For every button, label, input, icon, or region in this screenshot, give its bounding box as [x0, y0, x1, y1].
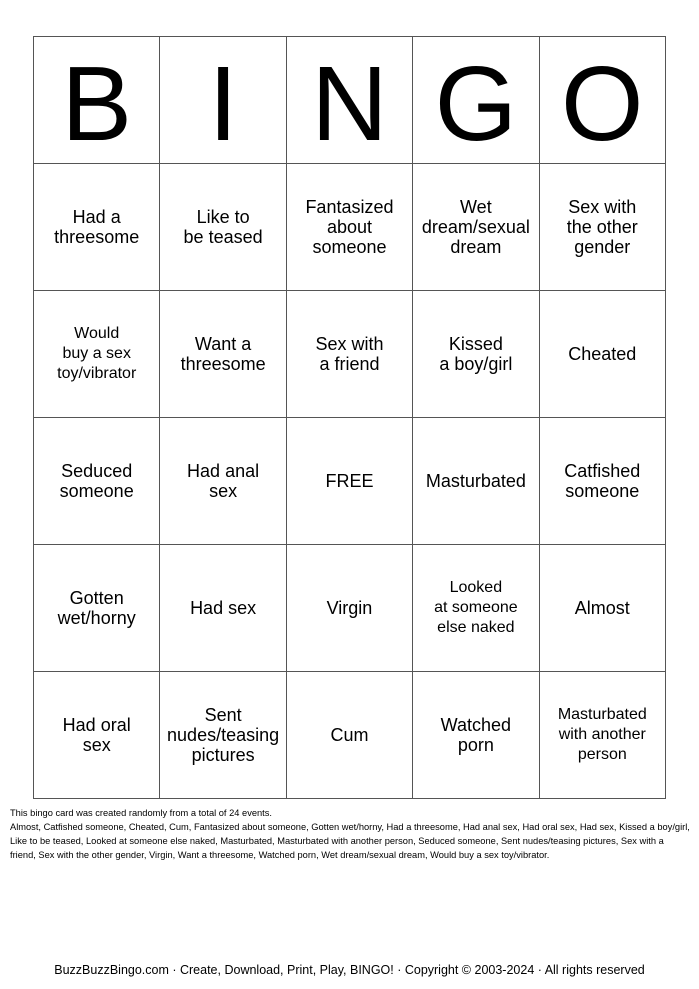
bingo-cell: Seduced someone: [34, 418, 160, 545]
bingo-cell: Watched porn: [413, 672, 539, 799]
bingo-cell: Virgin: [286, 545, 412, 672]
bingo-row: [34, 672, 666, 799]
bingo-card: [33, 36, 666, 799]
bingo-cell: Like to be teased: [160, 164, 286, 291]
bingo-cell: Fantasized about someone: [286, 164, 412, 291]
bingo-cell: Almost: [539, 545, 665, 672]
header-letter-n: N: [286, 37, 412, 164]
site-footer: BuzzBuzzBingo.com · Create, Download, Print, Play, BINGO! · Copyright © 2003-2024 · All rights reserved: [54, 963, 645, 977]
bingo-cell: Had oral sex: [34, 672, 160, 799]
bingo-cell: Would buy a sex toy/vibrator: [34, 291, 160, 418]
bingo-cell: Wet dream/sexual dream: [413, 164, 539, 291]
bingo-cell: Had a threesome: [34, 164, 160, 291]
event-list: Almost, Catfished someone, Cheated, Cum, Fantasized about someone, Gotten wet/horny, Had a threesome, Had anal sex, Had oral sex, Had sex, Kissed a boy/girl, Like to be teased, Looked at someone else naked, Masturbated, Masturbated with another person, Seduced someone, Sent nudes/teasing pictures, Sex with a friend, Sex with the other gender, Virgin, Want a threesome, Watched porn, Wet dream/sexual dream, Would buy a sex toy/vibrator.: [10, 822, 690, 860]
header-letter-i: I: [160, 37, 286, 164]
bingo-cell: Had sex: [160, 545, 286, 672]
bingo-row: [34, 545, 666, 672]
bingo-cell: Looked at someone else naked: [413, 545, 539, 672]
bingo-cell: Sent nudes/teasing pictures: [160, 672, 286, 799]
card-info: [10, 806, 690, 862]
header-letter-g: G: [413, 37, 539, 164]
header-letter-o: O: [539, 37, 665, 164]
bingo-cell: Gotten wet/horny: [34, 545, 160, 672]
bingo-cell: Cheated: [539, 291, 665, 418]
bingo-row: [34, 291, 666, 418]
bingo-cell: Masturbated with another person: [539, 672, 665, 799]
bingo-row: [34, 418, 666, 545]
bingo-cell: Want a threesome: [160, 291, 286, 418]
bingo-cell: Sex with a friend: [286, 291, 412, 418]
bingo-cell: Cum: [286, 672, 412, 799]
card-summary: This bingo card was created randomly from a total of 24 events.: [10, 808, 272, 818]
bingo-cell: Had anal sex: [160, 418, 286, 545]
bingo-row: [34, 164, 666, 291]
header-letter-b: B: [34, 37, 160, 164]
free-space-cell: FREE: [286, 418, 412, 545]
bingo-header-row: [34, 37, 666, 164]
bingo-cell: Masturbated: [413, 418, 539, 545]
bingo-cell: Catfished someone: [539, 418, 665, 545]
bingo-cell: Sex with the other gender: [539, 164, 665, 291]
bingo-cell: Kissed a boy/girl: [413, 291, 539, 418]
